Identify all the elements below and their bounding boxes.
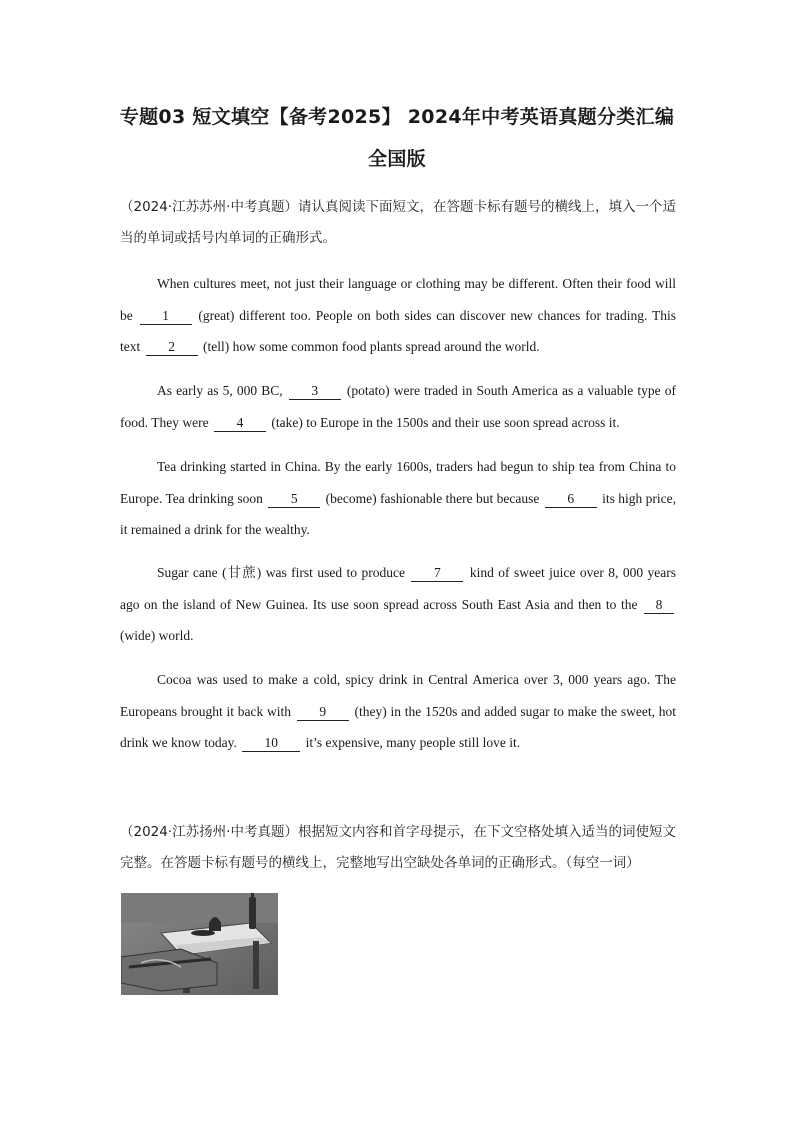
page-title xyxy=(100,96,694,180)
answer-blank-6[interactable]: 6 xyxy=(545,490,597,508)
answer-blank-5[interactable]: 5 xyxy=(268,490,320,508)
paragraph-text: kind of sweet juice over 8, 000 years ago on the island of New Guinea. Its use soon spread across South East Asia and then to the xyxy=(120,565,676,612)
title-line-1: 专题03 短文填空【备考2025】 2024年中考英语真题分类汇编 xyxy=(119,106,675,128)
paragraph-text: (take) to Europe in the 1500s and their use soon spread across it. xyxy=(267,414,620,430)
paragraph-1 xyxy=(120,268,676,363)
paragraph-3 xyxy=(120,451,676,546)
paragraph-text: (tell) how some common food plants spread around the world. xyxy=(199,339,540,354)
paragraph-text: its high price, it remained a drink for the wealthy. xyxy=(120,490,676,537)
answer-blank-8[interactable]: 8 xyxy=(644,596,674,614)
paragraph-text: Tea drinking started in China. By the early 1600s, traders had begun to ship tea from China to Europe. Tea drinking soon xyxy=(120,459,676,506)
paragraph-text: it’s expensive, many people still love it. xyxy=(302,735,521,750)
paragraph-text: (wide) world. xyxy=(120,628,194,643)
answer-blank-10[interactable]: 10 xyxy=(242,734,300,752)
paragraph-text: (they) in the 1520s and added sugar to make the sweet, hot drink we know today. xyxy=(120,703,676,750)
paragraph-5 xyxy=(120,664,676,759)
section1-instruction: （2024·江苏苏州·中考真题）请认真阅读下面短文，在答题卡标有题号的横线上，填入一个适当的单词或括号内单词的正确形式。 xyxy=(120,199,676,246)
paragraph-text: (become) fashionable there but because xyxy=(322,490,543,506)
title-line-2: 全国版 xyxy=(368,148,426,170)
paragraph-text: Sugar cane (甘蔗) was first used to produce xyxy=(157,565,410,580)
paragraph-4 xyxy=(120,557,676,652)
answer-blank-7[interactable]: 7 xyxy=(411,564,463,582)
paragraph-2 xyxy=(120,375,676,438)
paragraph-text: (great) different too. People on both sides can discover new chances for trading. This text xyxy=(120,307,676,354)
answer-blank-1[interactable]: 1 xyxy=(140,307,192,325)
answer-blank-4[interactable]: 4 xyxy=(214,414,266,432)
paragraph-text: Cocoa was used to make a cold, spicy drink in Central America over 3, 000 years ago. The Europeans brought it back with xyxy=(120,672,676,719)
answer-blank-9[interactable]: 9 xyxy=(297,703,349,721)
paragraph-text: As early as 5, 000 BC, xyxy=(157,383,287,398)
paragraph-text: (potato) were traded in South America as a valuable type of food. They were xyxy=(120,383,676,430)
answer-blank-2[interactable]: 2 xyxy=(146,338,198,356)
paragraph-text: When cultures meet, not just their language or clothing may be different. Often their food will be xyxy=(120,276,676,323)
table-still-life-photo xyxy=(121,893,278,995)
answer-blank-3[interactable]: 3 xyxy=(289,382,341,400)
section2-instruction: （2024·江苏扬州·中考真题）根据短文内容和首字母提示，在下文空格处填入适当的词使短文完整。在答题卡标有题号的横线上，完整地写出空缺处各单词的正确形式。（每空一词） xyxy=(120,824,676,871)
